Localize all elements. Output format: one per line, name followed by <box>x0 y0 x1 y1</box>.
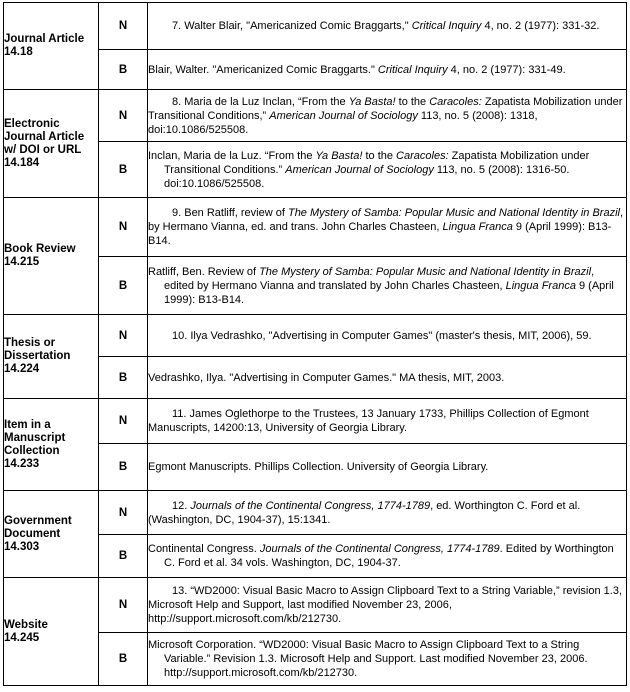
section-number: 14.184 <box>4 156 40 169</box>
section-number: 14.245 <box>4 631 40 644</box>
section-number: 14.215 <box>4 256 40 268</box>
type-label: N <box>99 90 148 142</box>
category-cell <box>4 399 99 491</box>
type-label: N <box>99 315 148 357</box>
category-name: Electronic Journal Article w/ DOI or URL <box>4 117 85 156</box>
type-label: N <box>99 491 148 535</box>
section-number: 14.18 <box>4 46 33 58</box>
type-label: N <box>99 198 148 257</box>
type-label: B <box>99 257 148 315</box>
section-number: 14.303 <box>4 540 40 553</box>
category-name: Website <box>4 618 48 631</box>
table-row <box>4 491 627 535</box>
section-number: 14.224 <box>4 363 40 375</box>
type-label: N <box>99 578 148 633</box>
category-cell <box>4 315 99 399</box>
note-example: 12. Journals of the Continental Congress, 1774-1789, ed. Worthington C. Ford et al. (Washington, DC, 1904-37), 15:1341. <box>148 491 627 535</box>
category-cell <box>4 491 99 578</box>
category-name: Book Review <box>4 243 76 255</box>
note-example: 13. “WD2000: Visual Basic Macro to Assign Clipboard Text to a String Variable,” revision 1.3, Microsoft Help and Support, last modified November 23, 2006, http://support.microsoft.com/kb/212730. <box>148 578 627 633</box>
table-row <box>4 315 627 357</box>
section-number: 14.233 <box>4 457 40 470</box>
bibliography-example: Vedrashko, Ilya. "Advertising in Computer Games." MA thesis, MIT, 2003. <box>148 357 627 399</box>
type-label: B <box>99 50 148 90</box>
bibliography-example: Ratliff, Ben. Review of The Mystery of Samba: Popular Music and National Identity in Brazil, edited by Hermano Vianna and translated by John Charles Chasteen, Lingua Franca 9 (April 1999): B13-B14. <box>148 257 627 315</box>
table-row <box>4 90 627 142</box>
citation-table <box>3 2 627 686</box>
category-name: Thesis or Dissertation <box>4 337 71 362</box>
bibliography-example: Blair, Walter. "Americanized Comic Braggarts." Critical Inquiry 4, no. 2 (1977): 331-49. <box>148 50 627 90</box>
note-example: 8. Maria de la Luz Inclan, “From the Ya Basta! to the Caracoles: Zapatista Mobilization under Transitional Conditions,” American Journal of Sociology 113, no. 5 (2008): 1318, doi:10.1086/525508. <box>148 90 627 142</box>
note-example: 7. Walter Blair, "Americanized Comic Braggarts," Critical Inquiry 4, no. 2 (1977): 331-32. <box>148 3 627 50</box>
table-row <box>4 3 627 50</box>
type-label: B <box>99 633 148 686</box>
bibliography-example: Egmont Manuscripts. Phillips Collection. University of Georgia Library. <box>148 444 627 491</box>
note-example: 11. James Oglethorpe to the Trustees, 13 January 1733, Phillips Collection of Egmont Manuscripts, 14200:13, University of Georgia Library. <box>148 399 627 444</box>
type-label: B <box>99 357 148 399</box>
bibliography-example: Continental Congress. Journals of the Continental Congress, 1774-1789. Edited by Worthington C. Ford et al. 34 vols. Washington, DC, 1904-37. <box>148 535 627 578</box>
category-name: Journal Article <box>4 33 85 45</box>
type-label: N <box>99 3 148 50</box>
bibliography-example: Inclan, Maria de la Luz. “From the Ya Basta! to the Caracoles: Zapatista Mobilization under Transitional Conditions.” American Journal of Sociology 113, no. 5 (2008): 1316-50. doi:10.1086/525508. <box>148 142 627 198</box>
category-cell <box>4 578 99 686</box>
category-cell <box>4 198 99 315</box>
table-row <box>4 399 627 444</box>
note-example: 9. Ben Ratliff, review of The Mystery of Samba: Popular Music and National Identity in Brazil, by Hermano Vianna, ed. and trans. John Charles Chasteen, Lingua Franca 9 (April 1999): B13-B14. <box>148 198 627 257</box>
type-label: N <box>99 399 148 444</box>
category-cell <box>4 3 99 90</box>
note-example: 10. Ilya Vedrashko, "Advertising in Computer Games" (master's thesis, MIT, 2006), 59. <box>148 315 627 357</box>
category-name: Item in a Manuscript Collection <box>4 418 66 457</box>
type-label: B <box>99 142 148 198</box>
table-row <box>4 578 627 633</box>
category-name: Government Document <box>4 514 72 540</box>
type-label: B <box>99 444 148 491</box>
table-row <box>4 198 627 257</box>
bibliography-example: Microsoft Corporation. “WD2000: Visual Basic Macro to Assign Clipboard Text to a String Variable.” Revision 1.3. Microsoft Help and Support. Last modified November 23, 2006. http://support.microsoft.com/kb/212730. <box>148 633 627 686</box>
type-label: B <box>99 535 148 578</box>
category-cell <box>4 90 99 198</box>
